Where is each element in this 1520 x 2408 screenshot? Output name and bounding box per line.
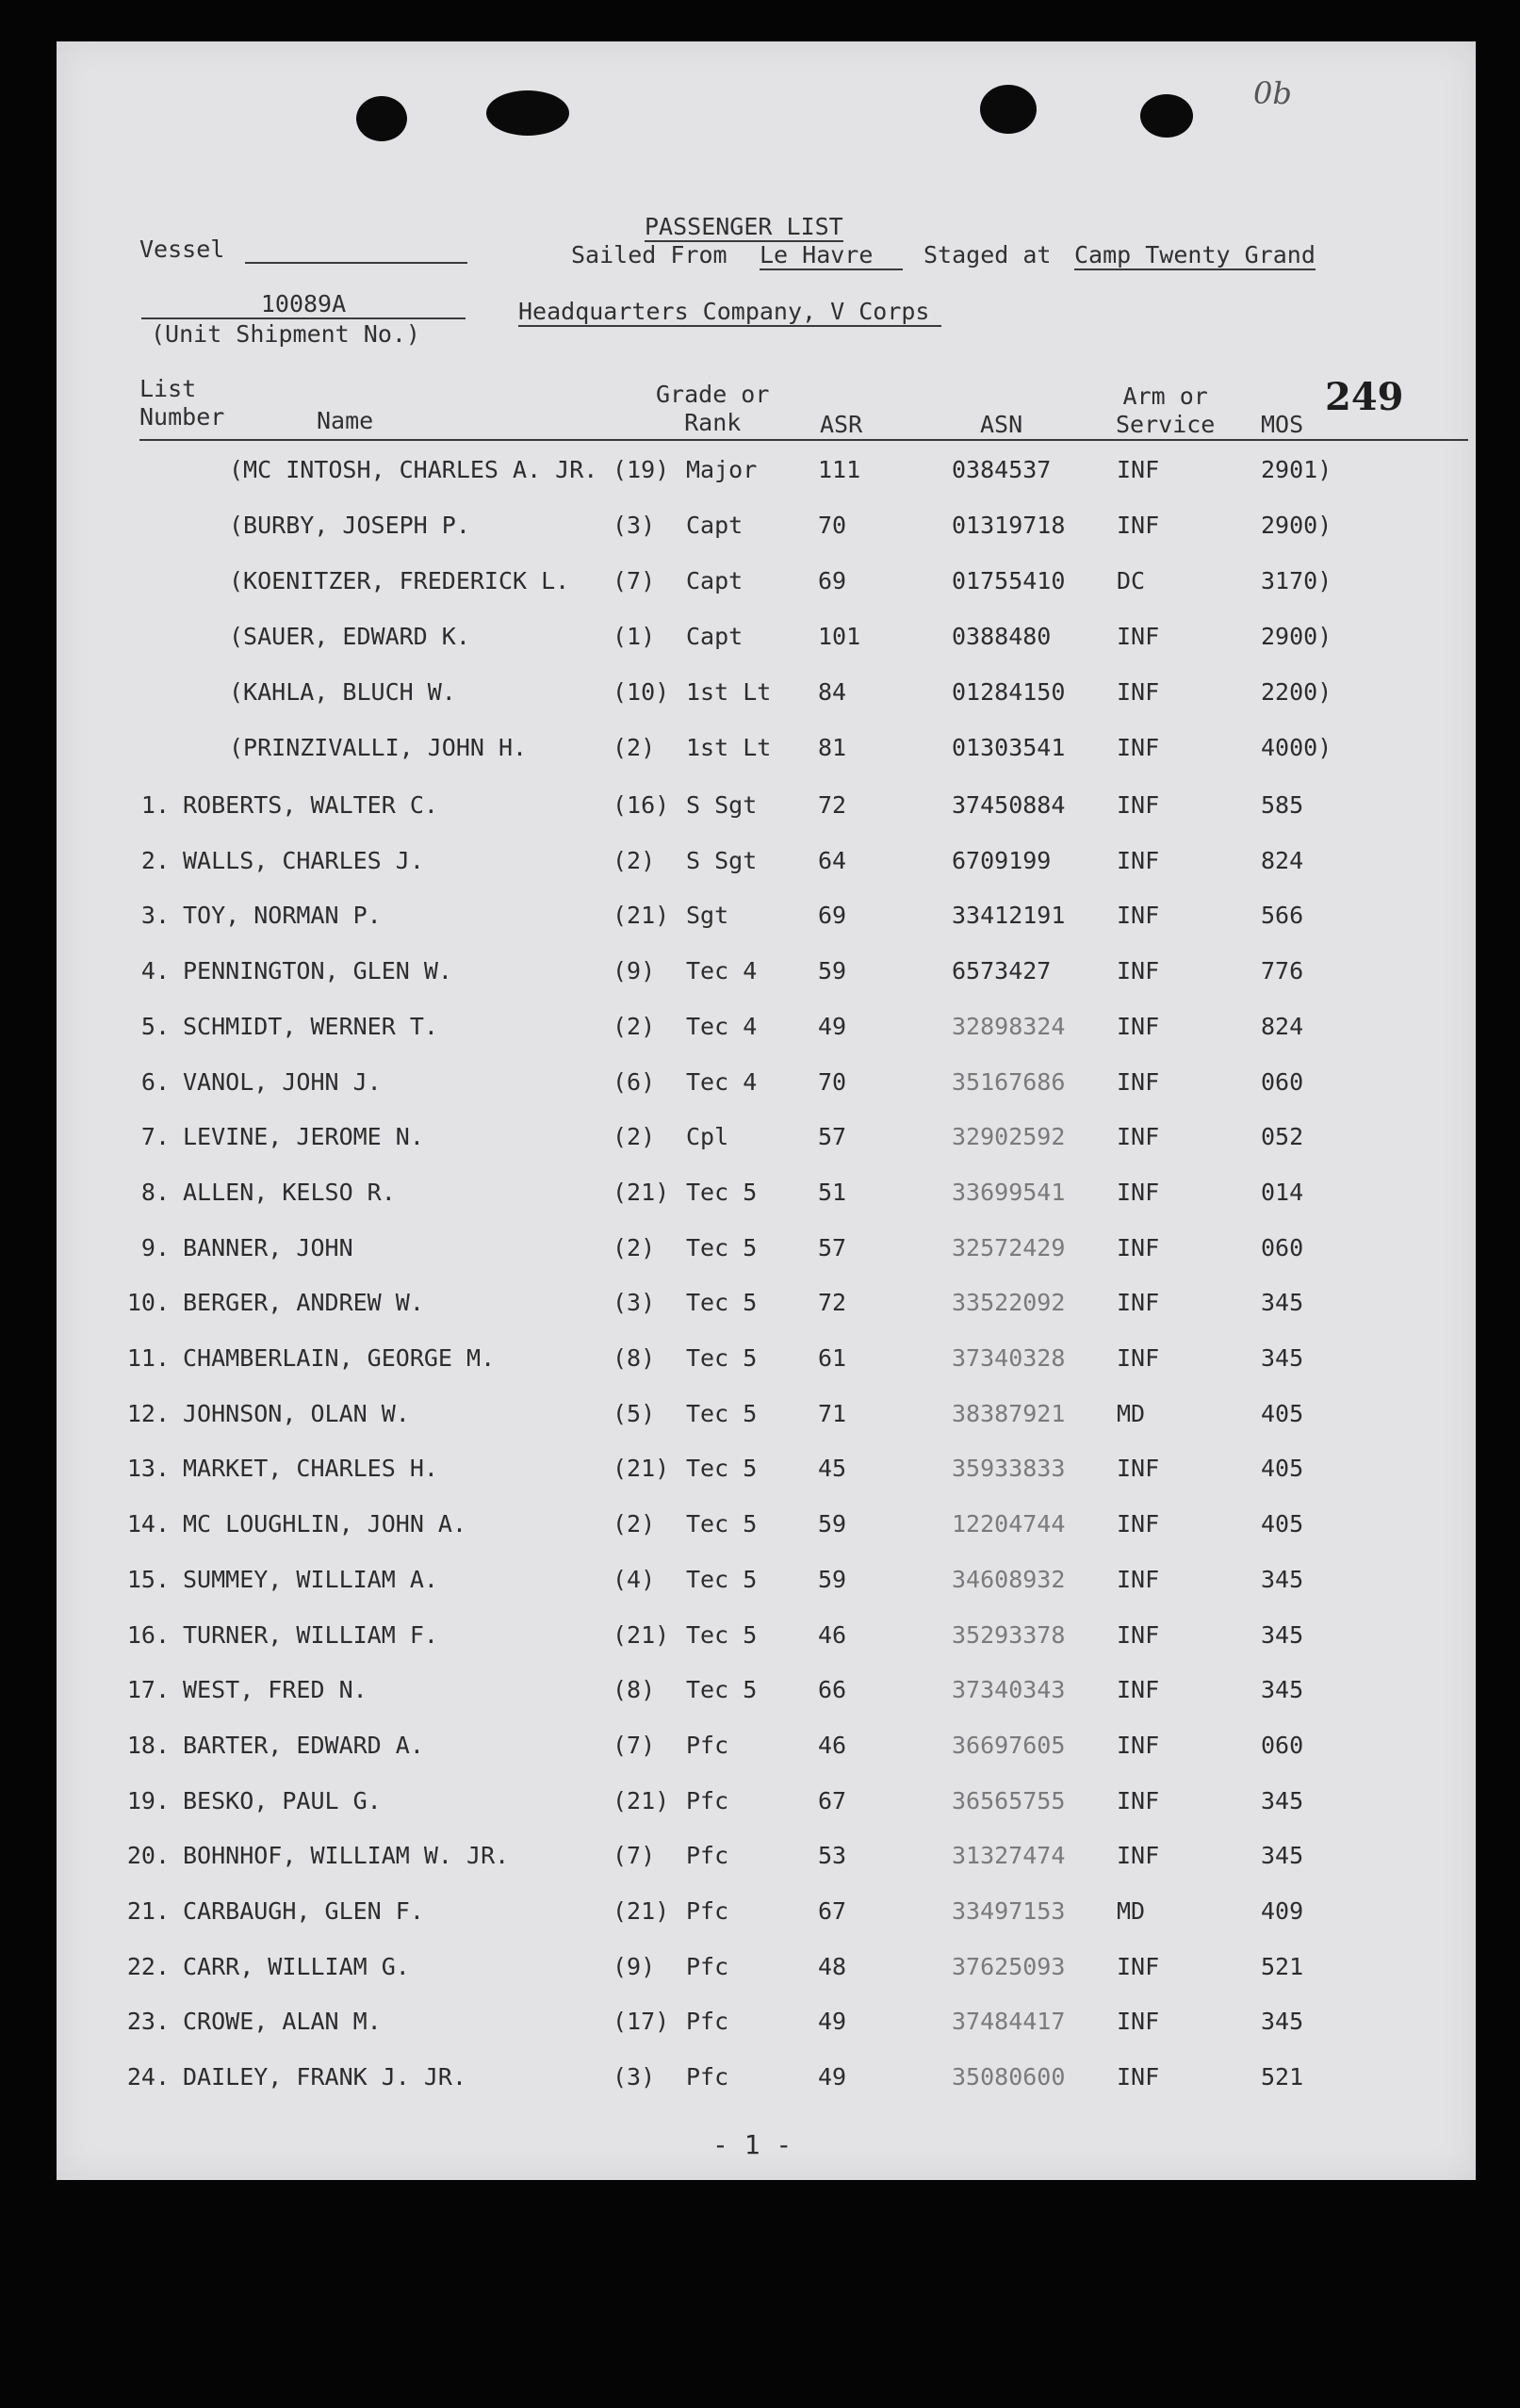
enlisted-row <box>57 1068 1476 1106</box>
asr-score: 84 <box>818 678 847 706</box>
grade-code: (21) <box>613 1897 670 1925</box>
rank: Pfc <box>686 1731 729 1759</box>
rank: Pfc <box>686 1786 729 1814</box>
asr-score: 51 <box>818 1178 847 1206</box>
grade-code: (8) <box>613 1676 656 1704</box>
enlisted-row <box>57 1179 1476 1216</box>
asn-number: 35080600 <box>952 2063 1066 2091</box>
sailed-from-value: Le Havre <box>760 241 903 270</box>
punch-hole <box>356 96 407 141</box>
unit-name: Headquarters Company, V Corps <box>518 298 941 327</box>
grade-code: (9) <box>613 1952 656 1980</box>
enlisted-row <box>57 2008 1476 2045</box>
arm-service: INF <box>1117 734 1160 761</box>
col-list-number: List Number <box>139 375 225 431</box>
asn-number: 31327474 <box>952 1842 1066 1870</box>
asr-score: 49 <box>818 2008 847 2036</box>
mos-code: 3170) <box>1261 567 1332 594</box>
enlisted-name: SCHMIDT, WERNER T. <box>183 1012 438 1040</box>
asn-number: 01303541 <box>952 734 1066 761</box>
enlisted-row <box>57 1234 1476 1272</box>
rank: Tec 5 <box>686 1399 758 1427</box>
arm-service: INF <box>1117 1067 1160 1096</box>
officer-name: (PRINZIVALLI, JOHN H. <box>229 734 528 761</box>
grade-code: (2) <box>613 1012 656 1040</box>
asr-score: 59 <box>818 1565 847 1593</box>
enlisted-name: TURNER, WILLIAM F. <box>183 1620 438 1649</box>
arm-service: INF <box>1117 1455 1160 1483</box>
enlisted-row <box>57 1510 1476 1548</box>
officer-row <box>57 567 1476 605</box>
officer-name: (KOENITZER, FREDERICK L. <box>229 567 570 594</box>
list-number: 15. <box>126 1565 170 1593</box>
enlisted-name: WALLS, CHARLES J. <box>183 846 424 874</box>
enlisted-name: LEVINE, JEROME N. <box>183 1123 424 1151</box>
rank: Pfc <box>686 2063 729 2091</box>
mos-code: 345 <box>1261 1842 1304 1870</box>
mos-code: 409 <box>1261 1897 1304 1925</box>
enlisted-row <box>57 1013 1476 1050</box>
asn-number: 33497153 <box>952 1897 1066 1925</box>
enlisted-name: CHAMBERLAIN, GEORGE M. <box>183 1344 496 1372</box>
enlisted-name: ALLEN, KELSO R. <box>183 1178 396 1206</box>
handwritten-mark: 0b <box>1253 75 1292 111</box>
grade-code: (2) <box>613 734 656 761</box>
arm-service: INF <box>1117 1565 1160 1593</box>
grade-code: (21) <box>613 902 670 930</box>
enlisted-row <box>57 1621 1476 1659</box>
grade-code: (4) <box>613 1565 656 1593</box>
grade-code: (7) <box>613 567 656 594</box>
mos-code: 345 <box>1261 1786 1304 1814</box>
asr-score: 72 <box>818 1289 847 1317</box>
punch-hole <box>1140 94 1193 138</box>
asn-number: 33412191 <box>952 902 1066 930</box>
asn-number: 01284150 <box>952 678 1066 706</box>
asr-score: 49 <box>818 2063 847 2091</box>
list-number: 7. <box>140 1123 170 1151</box>
enlisted-row <box>57 2063 1476 2101</box>
mos-code: 824 <box>1261 1012 1304 1040</box>
list-number: 16. <box>126 1620 170 1649</box>
mos-code: 405 <box>1261 1510 1304 1538</box>
arm-service: INF <box>1117 1620 1160 1649</box>
rank: Major <box>686 456 758 483</box>
col-arm: Arm or Service <box>1116 382 1216 438</box>
enlisted-name: BERGER, ANDREW W. <box>183 1289 424 1317</box>
list-number: 22. <box>126 1952 170 1980</box>
asn-number: 37625093 <box>952 1952 1066 1980</box>
list-number: 5. <box>140 1012 170 1040</box>
unit-shipment-number: 10089A <box>141 290 466 319</box>
asr-score: 72 <box>818 791 847 819</box>
enlisted-name: DAILEY, FRANK J. JR. <box>183 2063 467 2091</box>
rank: Pfc <box>686 1952 729 1980</box>
unit-shipment-label: (Unit Shipment No.) <box>151 320 420 348</box>
asr-score: 61 <box>818 1344 847 1372</box>
mos-code: 060 <box>1261 1731 1304 1759</box>
enlisted-name: BESKO, PAUL G. <box>183 1786 382 1814</box>
officer-name: (SAUER, EDWARD K. <box>229 623 470 650</box>
asr-score: 64 <box>818 846 847 874</box>
grade-code: (21) <box>613 1620 670 1649</box>
asr-score: 69 <box>818 567 847 594</box>
grade-code: (7) <box>613 1731 656 1759</box>
mos-code: 2901) <box>1261 456 1332 483</box>
asr-score: 66 <box>818 1676 847 1704</box>
list-number: 23. <box>126 2008 170 2036</box>
list-number: 11. <box>126 1344 170 1372</box>
mos-code: 060 <box>1261 1233 1304 1261</box>
rank: 1st Lt <box>686 678 772 706</box>
grade-code: (16) <box>613 791 670 819</box>
grade-code: (5) <box>613 1399 656 1427</box>
grade-code: (21) <box>613 1786 670 1814</box>
asr-score: 67 <box>818 1897 847 1925</box>
asr-score: 101 <box>818 623 861 650</box>
mos-code: 521 <box>1261 2063 1304 2091</box>
enlisted-name: BARTER, EDWARD A. <box>183 1731 424 1759</box>
rank: Tec 5 <box>686 1676 758 1704</box>
mos-code: 345 <box>1261 1676 1304 1704</box>
enlisted-row <box>57 847 1476 885</box>
enlisted-name: BOHNHOF, WILLIAM W. JR. <box>183 1842 510 1870</box>
asn-number: 38387921 <box>952 1399 1066 1427</box>
arm-service: INF <box>1117 2063 1160 2091</box>
rank: Capt <box>686 567 744 594</box>
mos-code: 345 <box>1261 1565 1304 1593</box>
enlisted-name: MC LOUGHLIN, JOHN A. <box>183 1510 467 1538</box>
list-number: 17. <box>126 1676 170 1704</box>
sailed-from-label: Sailed From <box>571 241 727 268</box>
rank: Tec 5 <box>686 1344 758 1372</box>
arm-service: INF <box>1117 791 1160 819</box>
asn-number: 32572429 <box>952 1233 1066 1261</box>
enlisted-name: CARBAUGH, GLEN F. <box>183 1897 424 1925</box>
rank: Capt <box>686 512 744 539</box>
list-number: 20. <box>126 1842 170 1870</box>
arm-service: INF <box>1117 1012 1160 1040</box>
asr-score: 70 <box>818 1067 847 1096</box>
rank: Tec 4 <box>686 1067 758 1096</box>
document-page <box>57 41 1476 2180</box>
list-number: 10. <box>126 1289 170 1317</box>
list-number: 12. <box>126 1399 170 1427</box>
punch-hole <box>486 90 569 136</box>
rank: Tec 5 <box>686 1289 758 1317</box>
grade-code: (19) <box>613 456 670 483</box>
asr-score: 59 <box>818 957 847 985</box>
list-number: 8. <box>140 1178 170 1206</box>
mos-code: 776 <box>1261 957 1304 985</box>
arm-service: INF <box>1117 1842 1160 1870</box>
asr-score: 53 <box>818 1842 847 1870</box>
grade-code: (21) <box>613 1455 670 1483</box>
arm-service: INF <box>1117 1952 1160 1980</box>
arm-service: INF <box>1117 1123 1160 1151</box>
asr-score: 81 <box>818 734 847 761</box>
asr-score: 59 <box>818 1510 847 1538</box>
asn-number: 35167686 <box>952 1067 1066 1096</box>
col-asr: ASR <box>820 411 863 438</box>
arm-service: INF <box>1117 2008 1160 2036</box>
enlisted-row <box>57 1289 1476 1326</box>
grade-code: (8) <box>613 1344 656 1372</box>
officer-row <box>57 456 1476 494</box>
grade-code: (7) <box>613 1842 656 1870</box>
enlisted-row <box>57 1953 1476 1991</box>
enlisted-name: ROBERTS, WALTER C. <box>183 791 438 819</box>
rank: Sgt <box>686 902 729 930</box>
punch-hole <box>980 85 1037 134</box>
arm-service: INF <box>1117 846 1160 874</box>
enlisted-row <box>57 1787 1476 1825</box>
enlisted-row <box>57 1732 1476 1769</box>
asr-score: 70 <box>818 512 847 539</box>
grade-code: (2) <box>613 846 656 874</box>
enlisted-name: TOY, NORMAN P. <box>183 902 382 930</box>
col-name: Name <box>317 407 374 434</box>
enlisted-row <box>57 1455 1476 1492</box>
rank: Tec 4 <box>686 1012 758 1040</box>
rank: S Sgt <box>686 846 758 874</box>
asn-number: 0384537 <box>952 456 1052 483</box>
rank: Capt <box>686 623 744 650</box>
mos-code: 345 <box>1261 1289 1304 1317</box>
grade-code: (2) <box>613 1233 656 1261</box>
rank: Tec 5 <box>686 1510 758 1538</box>
vessel-label: Vessel <box>139 236 225 263</box>
asn-number: 01755410 <box>952 567 1066 594</box>
grade-code: (3) <box>613 2063 656 2091</box>
arm-service: INF <box>1117 1289 1160 1317</box>
mos-code: 521 <box>1261 1952 1304 1980</box>
enlisted-row <box>57 902 1476 939</box>
officer-row <box>57 678 1476 716</box>
list-number: 4. <box>140 957 170 985</box>
enlisted-name: CROWE, ALAN M. <box>183 2008 382 2036</box>
rank: Tec 5 <box>686 1455 758 1483</box>
enlisted-name: BANNER, JOHN <box>183 1233 353 1261</box>
asr-score: 46 <box>818 1620 847 1649</box>
asn-number: 01319718 <box>952 512 1066 539</box>
mos-code: 345 <box>1261 1620 1304 1649</box>
officer-name: (KAHLA, BLUCH W. <box>229 678 456 706</box>
arm-service: DC <box>1117 567 1146 594</box>
asr-score: 57 <box>818 1123 847 1151</box>
enlisted-row <box>57 1344 1476 1382</box>
enlisted-row <box>57 1897 1476 1935</box>
mos-code: 585 <box>1261 791 1304 819</box>
arm-service: INF <box>1117 1178 1160 1206</box>
page-number: - 1 - <box>712 2129 793 2160</box>
col-grade: Grade or Rank <box>656 381 770 436</box>
mos-code: 405 <box>1261 1399 1304 1427</box>
grade-code: (2) <box>613 1123 656 1151</box>
asn-number: 36565755 <box>952 1786 1066 1814</box>
stamp-number: 249 <box>1325 375 1404 419</box>
enlisted-name: SUMMEY, WILLIAM A. <box>183 1565 438 1593</box>
staged-at-label: Staged at <box>923 241 1052 268</box>
arm-service: INF <box>1117 1344 1160 1372</box>
enlisted-row <box>57 957 1476 995</box>
enlisted-name: VANOL, JOHN J. <box>183 1067 382 1096</box>
enlisted-row <box>57 1566 1476 1603</box>
asn-number: 34608932 <box>952 1565 1066 1593</box>
arm-service: INF <box>1117 1731 1160 1759</box>
asr-score: 49 <box>818 1012 847 1040</box>
mos-code: 014 <box>1261 1178 1304 1206</box>
rank: Pfc <box>686 2008 729 2036</box>
enlisted-row <box>57 1842 1476 1879</box>
rank: S Sgt <box>686 791 758 819</box>
asr-score: 111 <box>818 456 861 483</box>
grade-code: (9) <box>613 957 656 985</box>
arm-service: INF <box>1117 1233 1160 1261</box>
mos-code: 405 <box>1261 1455 1304 1483</box>
rank: Cpl <box>686 1123 729 1151</box>
officer-name: (MC INTOSH, CHARLES A. JR. <box>229 456 598 483</box>
enlisted-name: WEST, FRED N. <box>183 1676 368 1704</box>
mos-code: 566 <box>1261 902 1304 930</box>
enlisted-row <box>57 1676 1476 1714</box>
arm-service: INF <box>1117 957 1160 985</box>
list-number: 1. <box>140 791 170 819</box>
asr-score: 48 <box>818 1952 847 1980</box>
officer-row <box>57 512 1476 549</box>
arm-service: INF <box>1117 512 1160 539</box>
mos-code: 2900) <box>1261 512 1332 539</box>
rank: 1st Lt <box>686 734 772 761</box>
mos-code: 060 <box>1261 1067 1304 1096</box>
grade-code: (3) <box>613 512 656 539</box>
rank: Tec 5 <box>686 1178 758 1206</box>
grade-code: (2) <box>613 1510 656 1538</box>
arm-service: INF <box>1117 1786 1160 1814</box>
mos-code: 2200) <box>1261 678 1332 706</box>
officer-name: (BURBY, JOSEPH P. <box>229 512 470 539</box>
asr-score: 69 <box>818 902 847 930</box>
officer-row <box>57 623 1476 660</box>
enlisted-name: CARR, WILLIAM G. <box>183 1952 410 1980</box>
grade-code: (17) <box>613 2008 670 2036</box>
enlisted-name: MARKET, CHARLES H. <box>183 1455 438 1483</box>
asn-number: 6709199 <box>952 846 1052 874</box>
list-number: 19. <box>126 1786 170 1814</box>
mos-code: 4000) <box>1261 734 1332 761</box>
arm-service: MD <box>1117 1399 1146 1427</box>
enlisted-name: PENNINGTON, GLEN W. <box>183 957 452 985</box>
asr-score: 45 <box>818 1455 847 1483</box>
grade-code: (10) <box>613 678 670 706</box>
asn-number: 32902592 <box>952 1123 1066 1151</box>
arm-service: INF <box>1117 678 1160 706</box>
asr-score: 57 <box>818 1233 847 1261</box>
arm-service: MD <box>1117 1897 1146 1925</box>
enlisted-row <box>57 1400 1476 1438</box>
list-number: 13. <box>126 1455 170 1483</box>
rank: Tec 4 <box>686 957 758 985</box>
arm-service: INF <box>1117 1676 1160 1704</box>
enlisted-name: JOHNSON, OLAN W. <box>183 1399 410 1427</box>
grade-code: (21) <box>613 1178 670 1206</box>
col-asn: ASN <box>980 411 1023 438</box>
staged-at-value: Camp Twenty Grand <box>1074 241 1316 268</box>
asr-score: 71 <box>818 1399 847 1427</box>
asn-number: 37450884 <box>952 791 1066 819</box>
arm-service: INF <box>1117 902 1160 930</box>
arm-service: INF <box>1117 623 1160 650</box>
asn-number: 33522092 <box>952 1289 1066 1317</box>
list-number: 9. <box>140 1233 170 1261</box>
asr-score: 46 <box>818 1731 847 1759</box>
list-number: 6. <box>140 1067 170 1096</box>
asn-number: 37340343 <box>952 1676 1066 1704</box>
rank: Pfc <box>686 1897 729 1925</box>
list-number: 3. <box>140 902 170 930</box>
arm-service: INF <box>1117 456 1160 483</box>
mos-code: 345 <box>1261 1344 1304 1372</box>
grade-code: (6) <box>613 1067 656 1096</box>
col-mos: MOS <box>1261 411 1304 438</box>
list-number: 21. <box>126 1897 170 1925</box>
grade-code: (1) <box>613 623 656 650</box>
rank: Tec 5 <box>686 1565 758 1593</box>
asn-number: 6573427 <box>952 957 1052 985</box>
asn-number: 12204744 <box>952 1510 1066 1538</box>
arm-service: INF <box>1117 1510 1160 1538</box>
asn-number: 37484417 <box>952 2008 1066 2036</box>
page-title: PASSENGER LIST <box>645 213 843 240</box>
enlisted-row <box>57 1123 1476 1161</box>
officer-row <box>57 734 1476 772</box>
list-number: 24. <box>126 2063 170 2091</box>
header-rule <box>139 439 1468 441</box>
asn-number: 37340328 <box>952 1344 1066 1372</box>
asn-number: 35293378 <box>952 1620 1066 1649</box>
asn-number: 35933833 <box>952 1455 1066 1483</box>
list-number: 18. <box>126 1731 170 1759</box>
mos-code: 345 <box>1261 2008 1304 2036</box>
mos-code: 052 <box>1261 1123 1304 1151</box>
enlisted-row <box>57 791 1476 829</box>
asr-score: 67 <box>818 1786 847 1814</box>
list-number: 14. <box>126 1510 170 1538</box>
asn-number: 36697605 <box>952 1731 1066 1759</box>
mos-code: 824 <box>1261 846 1304 874</box>
rank: Tec 5 <box>686 1620 758 1649</box>
rank: Pfc <box>686 1842 729 1870</box>
list-number: 2. <box>140 846 170 874</box>
grade-code: (3) <box>613 1289 656 1317</box>
mos-code: 2900) <box>1261 623 1332 650</box>
rank: Tec 5 <box>686 1233 758 1261</box>
asn-number: 0388480 <box>952 623 1052 650</box>
asn-number: 33699541 <box>952 1178 1066 1206</box>
vessel-blank <box>245 262 467 264</box>
asn-number: 32898324 <box>952 1012 1066 1040</box>
